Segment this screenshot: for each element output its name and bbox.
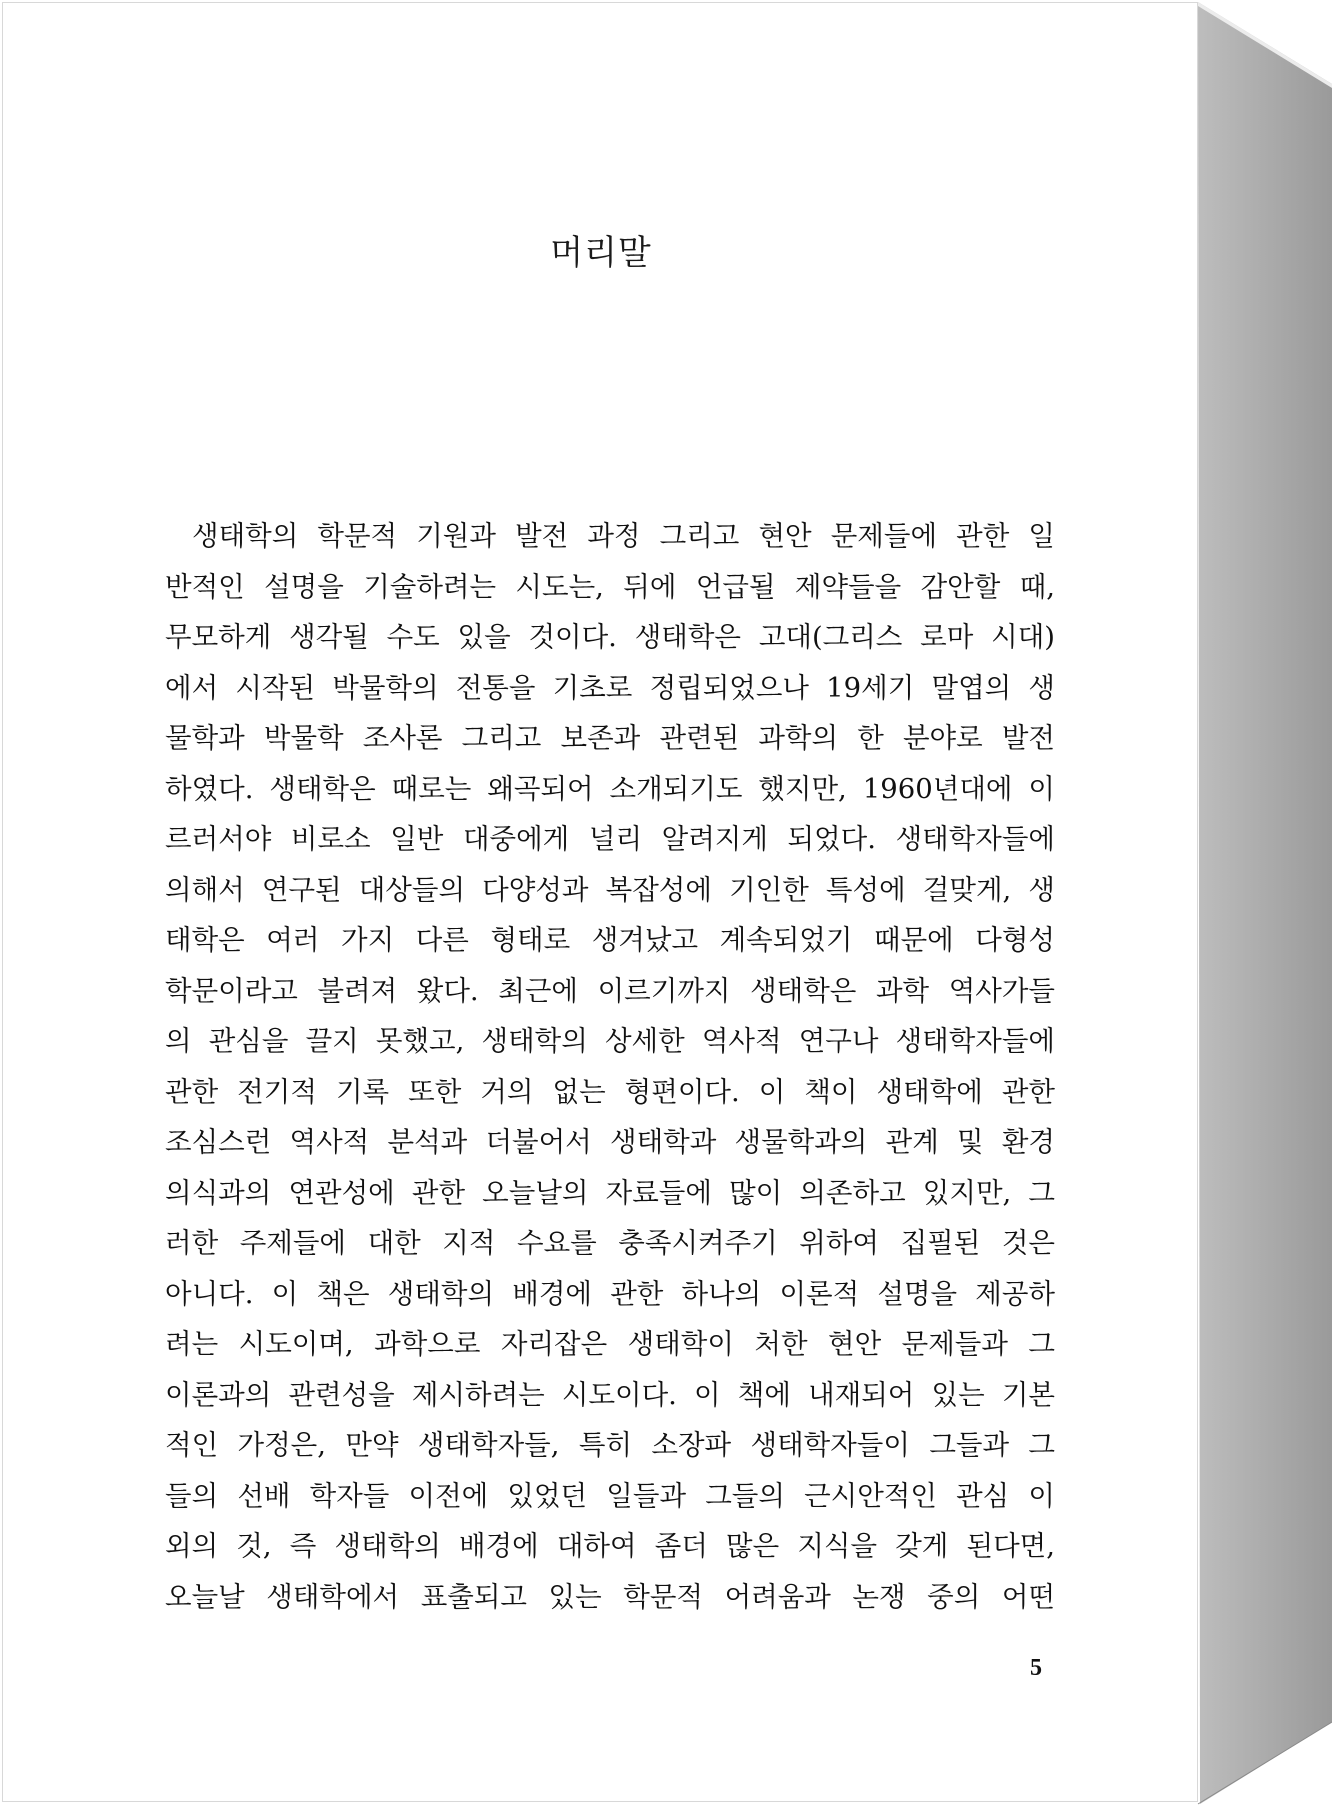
text-line: 적인 가정은, 만약 생태학자들, 특히 소장파 생태학자들이 그들과 그 <box>165 1429 1055 1461</box>
text-line: 르러서야 비로소 일반 대중에게 널리 알려지게 되었다. 생태학자들에 <box>165 823 1055 855</box>
text-line: 의 관심을 끌지 못했고, 생태학의 상세한 역사적 연구나 생태학자들에 <box>165 1025 1055 1057</box>
text-line: 무모하게 생각될 수도 있을 것이다. 생태학은 고대(그리스 로마 시대) <box>165 621 1055 653</box>
text-line: 의해서 연구된 대상들의 다양성과 복잡성에 기인한 특성에 걸맞게, 생 <box>165 873 1055 906</box>
text-line: 러한 주제들에 대한 지적 수요를 충족시켜주기 위하여 집필된 것은 <box>165 1227 1055 1259</box>
text-line: 태학은 여러 가지 다른 형태로 생겨났고 계속되었기 때문에 다형성 <box>165 924 1055 956</box>
text-line: 관한 전기적 기록 또한 거의 없는 형편이다. 이 책이 생태학에 관한 <box>165 1075 1055 1108</box>
page-number: 5 <box>1030 1655 1042 1681</box>
book-page <box>2 2 1198 1802</box>
text-line: 학문이라고 불려져 왔다. 최근에 이르기까지 생태학은 과학 역사가들 <box>165 974 1055 1007</box>
text-line: 려는 시도이며, 과학으로 자리잡은 생태학이 처한 현안 문제들과 그 <box>165 1328 1055 1360</box>
text-line: 조심스런 역사적 분석과 더불어서 생태학과 생물학과의 관계 및 환경 <box>165 1126 1055 1158</box>
text-line: 오늘날 생태학에서 표출되고 있는 학문적 어려움과 논쟁 중의 어떤 <box>165 1580 1055 1613</box>
text-line: 외의 것, 즉 생태학의 배경에 대하여 좀더 많은 지식을 갖게 된다면, <box>165 1530 1055 1562</box>
body-paragraph <box>165 511 1055 1622</box>
text-line: 아니다. 이 책은 생태학의 배경에 관한 하나의 이론적 설명을 제공하 <box>165 1277 1055 1310</box>
text-line: 들의 선배 학자들 이전에 있었던 일들과 그들의 근시안적인 관심 이 <box>165 1479 1055 1512</box>
text-line: 이론과의 관련성을 제시하려는 시도이다. 이 책에 내재되어 있는 기본 <box>165 1378 1055 1411</box>
page-title: 머리말 <box>550 233 652 273</box>
text-line: 물학과 박물학 조사론 그리고 보존과 관련된 과학의 한 분야로 발전 <box>165 722 1055 754</box>
text-line: 의식과의 연관성에 관한 오늘날의 자료들에 많이 의존하고 있지만, 그 <box>165 1176 1055 1209</box>
text-line: 생태학의 학문적 기원과 발전 과정 그리고 현안 문제들에 관한 일 <box>192 520 1055 552</box>
text-line: 반적인 설명을 기술하려는 시도는, 뒤에 언급될 제약들을 감안할 때, <box>165 570 1055 603</box>
text-line: 에서 시작된 박물학의 전통을 기초로 정립되었으나 19세기 말엽의 생 <box>165 671 1055 704</box>
text-line: 하였다. 생태학은 때로는 왜곡되어 소개되기도 했지만, 1960년대에 이 <box>165 772 1055 805</box>
